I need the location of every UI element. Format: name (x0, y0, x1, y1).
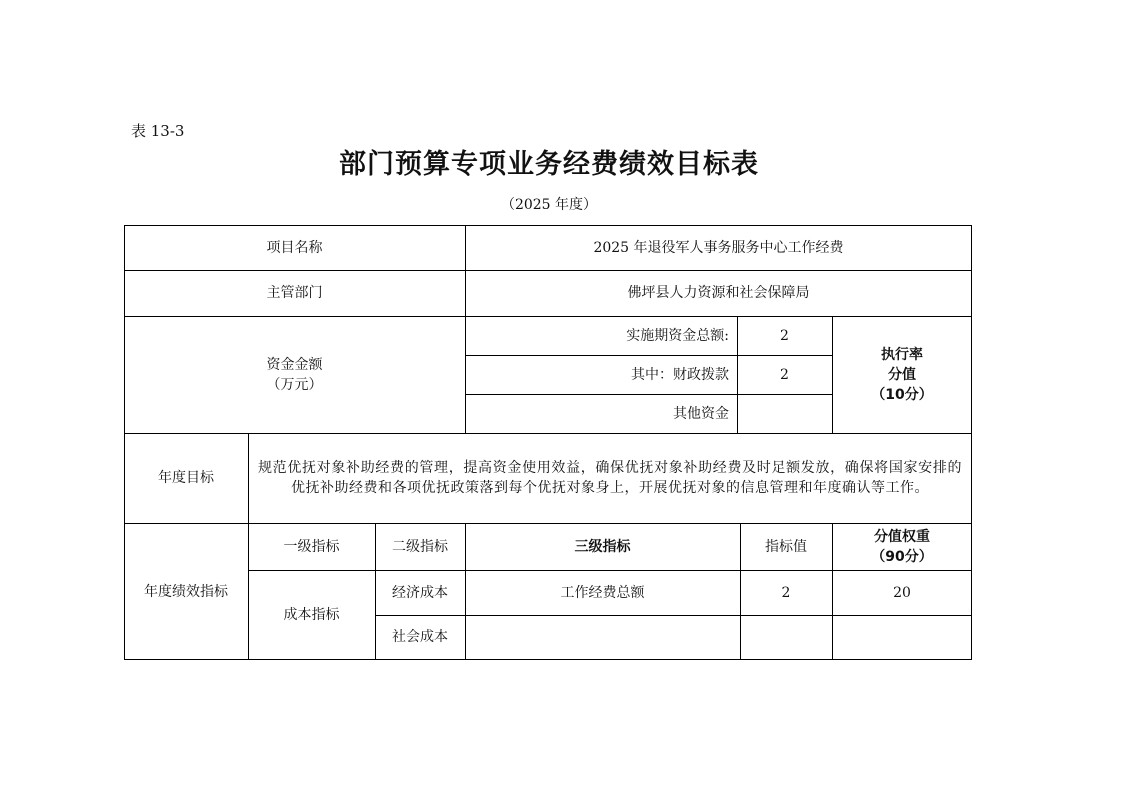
department-value: 佛坪县人力资源和社会保障局 (627, 285, 810, 301)
annual-goal-text: 规范优抚对象补助经费的管理，提高资金使用效益，确保优抚对象补助经费及时足额发放，确保将国家安排的优抚补助经费和各项优抚政策落到每个优抚对象身上，开展优抚对象的信息管理和年度确认等工作。 (258, 460, 962, 496)
table-number: 表 13-3 (131, 122, 185, 140)
row1-level3: 工作经费总额 (560, 584, 645, 601)
funds-label-line1: 资金金额 (266, 356, 323, 373)
execution-rate-score (832, 316, 972, 433)
project-name-label: 项目名称 (266, 239, 323, 256)
row1-level2: 经济成本 (392, 584, 448, 601)
row1-value: 2 (781, 584, 791, 601)
exec-line1: 执行率 (881, 346, 923, 363)
row2-weight (832, 615, 972, 659)
exec-line2: 分值 (888, 366, 916, 383)
total-funds-label: 实施期资金总额: (626, 327, 729, 344)
header-value: 指标值 (765, 538, 807, 555)
header-level1: 一级指标 (283, 538, 340, 555)
cost-indicator-label: 成本指标 (283, 607, 340, 623)
total-funds-value: 2 (780, 327, 789, 344)
row2-value (740, 615, 832, 659)
fiscal-funds-label: 其中：财政拨款 (631, 366, 729, 383)
row2-level3 (465, 615, 740, 659)
other-funds-label: 其他资金 (673, 405, 729, 422)
weight-line2: （90分） (871, 548, 933, 565)
page-title: 部门预算专项业务经费绩效目标表 (339, 149, 759, 180)
annual-goal-label: 年度目标 (158, 470, 214, 486)
department-label: 主管部门 (266, 285, 323, 301)
header-level2: 二级指标 (392, 538, 448, 555)
weight-line1: 分值权重 (874, 528, 930, 545)
performance-target-table (124, 225, 972, 660)
other-funds-value (737, 394, 832, 433)
fiscal-year: （2025 年度） (500, 197, 598, 213)
row2-level2: 社会成本 (392, 629, 448, 645)
header-level3: 三级指标 (574, 538, 631, 555)
indicators-label: 年度绩效指标 (144, 583, 228, 600)
header-weight (832, 523, 972, 570)
funds-label-line2: （万元） (266, 376, 323, 393)
row1-weight: 20 (893, 584, 911, 601)
project-name-value: 2025 年退役军人事务服务中心工作经费 (593, 239, 844, 256)
exec-line3: （10分） (871, 386, 933, 403)
funds-label (124, 316, 465, 433)
fiscal-funds-value: 2 (780, 366, 789, 383)
